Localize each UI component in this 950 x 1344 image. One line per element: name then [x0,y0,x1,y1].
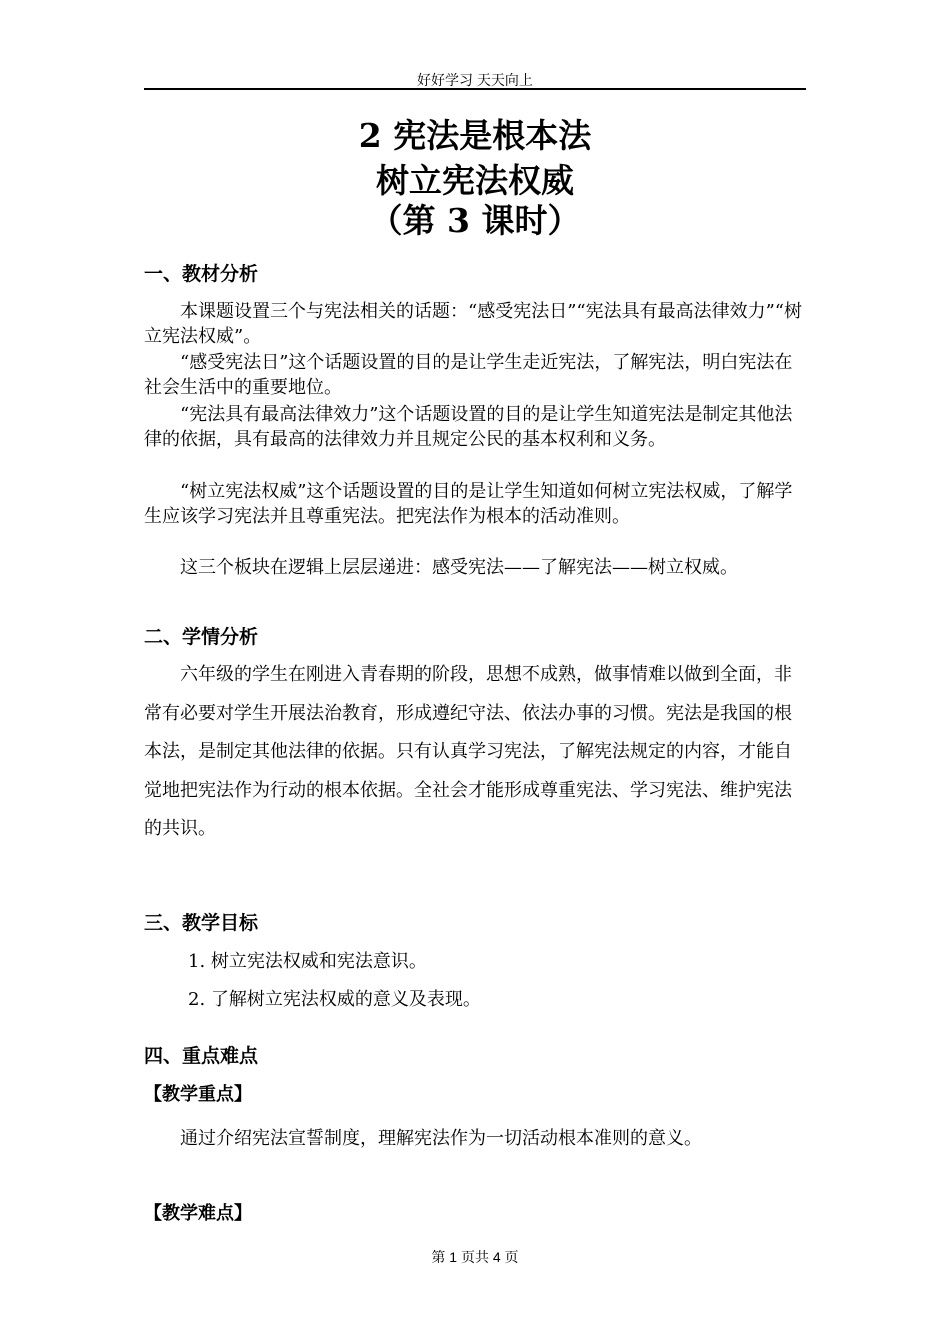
section-heading-key-points: 四、重点难点 [144,1045,259,1067]
objective-item-2: 2. 了解树立宪法权威的意义及表现。 [188,989,481,1010]
material-paragraph-4: “树立宪法权威”这个话题设置的目的是让学生知道如何树立宪法权威，了解学生应该学习宪法并且尊重宪法。把宪法作为根本的活动准则。 [144,481,793,527]
title-line-1: 2 宪法是根本法 [358,116,592,155]
objective-item-1: 1. 树立宪法权威和宪法意识。 [188,951,427,972]
section-heading-material: 一、教材分析 [144,263,259,285]
page-header: 好好学习 天天向上 [417,72,533,88]
material-paragraph-3: “宪法具有最高法律效力”这个话题设置的目的是让学生知道宪法是制定其他法律的依据，具有最高的法律效力并且规定公民的基本权利和义务。 [144,404,793,450]
students-paragraph: 六年级的学生在刚进入青春期的阶段，思想不成熟，做事情难以做到全面，非常有必要对学生开展法治教育，形成遵纪守法、依法办事的习惯。宪法是我国的根本法，是制定其他法律的依据。只有认真学习宪法，了解宪法规定的内容，才能自觉地把宪法作为行动的根本依据。全社会才能形成尊重宪法、学习宪法、维护宪法的共识。 [144,664,792,839]
material-paragraph-1: 本课题设置三个与宪法相关的话题：“感受宪法日”“宪法具有最高法律效力”“树立宪法权威”。 [144,301,803,347]
title-line-3: （第 3 课时） [369,201,581,240]
material-paragraph-5: 这三个板块在逻辑上层层递进：感受宪法——了解宪法——树立权威。 [180,557,738,578]
section-heading-students: 二、学情分析 [144,626,259,648]
header-divider [144,88,806,90]
key-point-text: 通过介绍宪法宣誓制度，理解宪法作为一切活动根本准则的意义。 [180,1128,702,1149]
difficulty-label: 【教学难点】 [144,1203,252,1224]
key-point-label: 【教学重点】 [144,1084,252,1105]
section-heading-objectives: 三、教学目标 [144,912,259,934]
title-line-2: 树立宪法权威 [376,161,574,200]
material-paragraph-2: “感受宪法日”这个话题设置的目的是让学生走近宪法，了解宪法，明白宪法在社会生活中的重要地位。 [144,352,793,398]
page-footer: 第 1 页共 4 页 [431,1249,519,1265]
